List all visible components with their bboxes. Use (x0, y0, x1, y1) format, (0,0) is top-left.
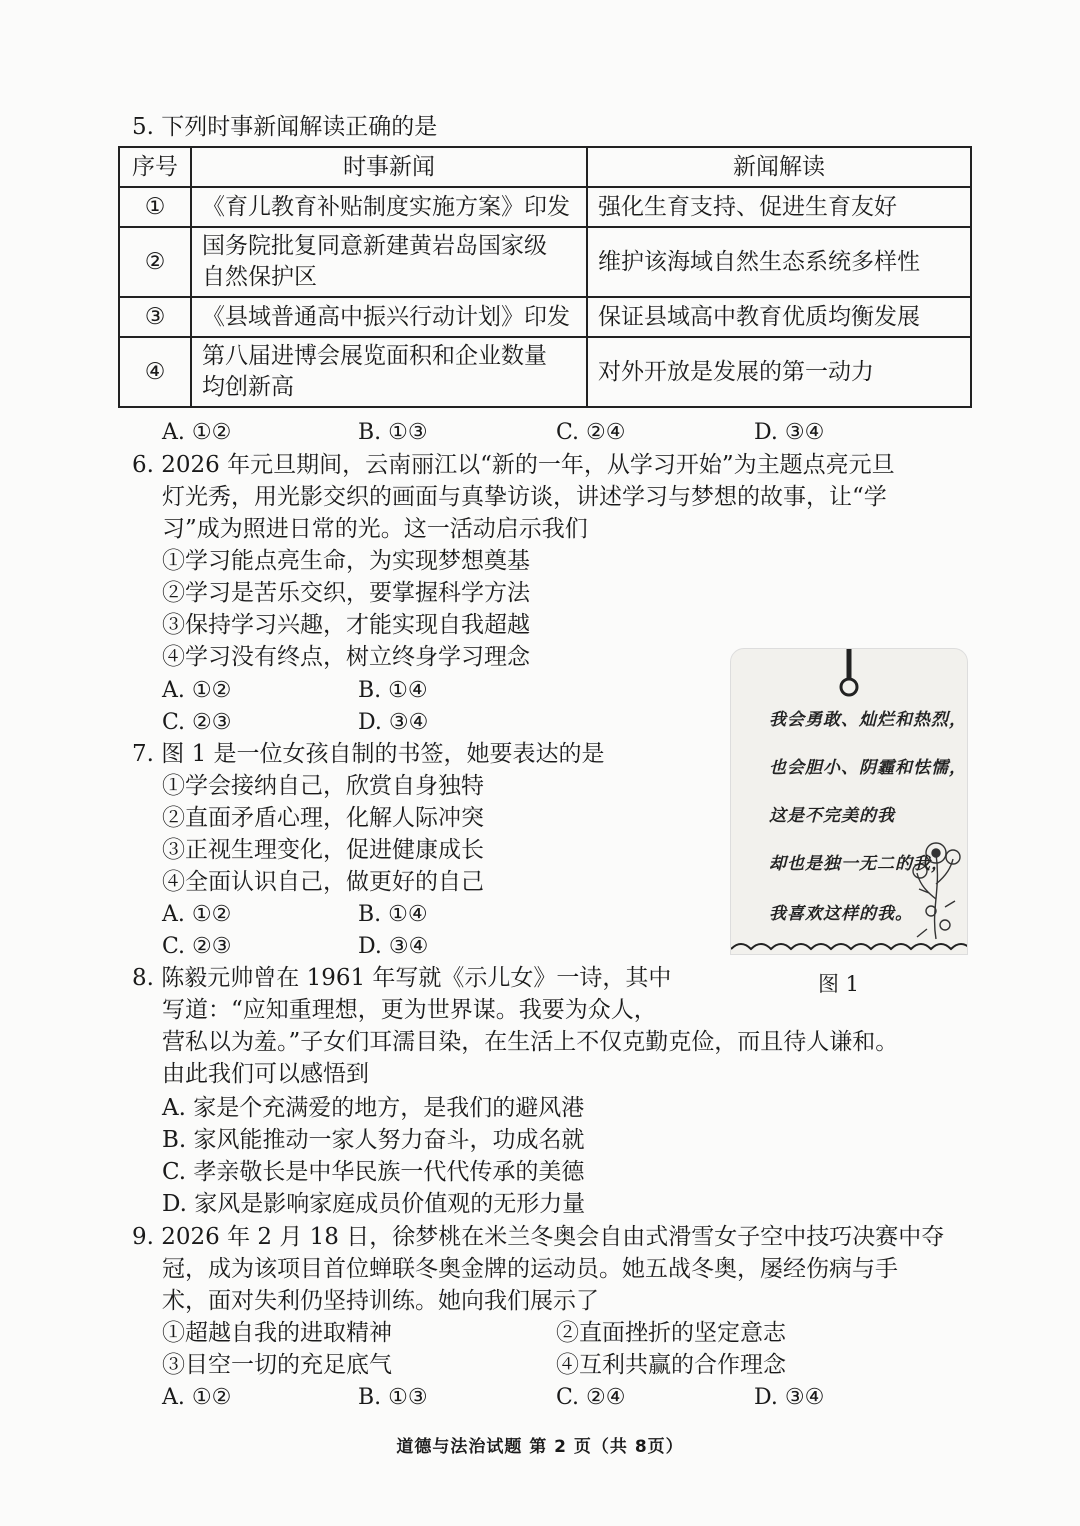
q6-stem-line: 习”成为照进日常的光。这一活动启示我们 (162, 516, 588, 542)
table-header-row (119, 147, 971, 187)
row-news-line: 自然保护区 (202, 264, 317, 290)
q8-stem-line: 8. 陈毅元帅曾在 1961 年写就《示儿女》一诗，其中 (132, 965, 672, 991)
q6-stem-line: 灯光秀，用光影交织的画面与真挚访谈，讲述学习与梦想的故事，让“学 (162, 484, 887, 510)
q6-item: ④学习没有终点，树立终身学习理念 (162, 644, 530, 670)
row-reading: 维护该海域自然生态系统多样性 (587, 227, 971, 297)
figure-caption: 图 1 (818, 972, 860, 996)
q6-option-b: B. ①④ (358, 678, 428, 703)
row-num: ③ (119, 297, 191, 337)
row-reading: 对外开放是发展的第一动力 (587, 337, 971, 407)
q9-stem-line: 9. 2026 年 2 月 18 日，徐梦桃在米兰冬奥会自由式滑雪女子空中技巧决赛中夺 (132, 1224, 945, 1250)
q7-stem: 7. 图 1 是一位女孩自制的书签，她要表达的是 (132, 741, 605, 767)
row-news-line: 均创新高 (202, 374, 294, 400)
bookmark-line: 我喜欢这样的我。 (769, 904, 913, 924)
page-footer: 道德与法治试题 第 2 页（共 8页） (396, 1437, 684, 1457)
row-news: 《育儿教育补贴制度实施方案》印发 (191, 187, 587, 227)
row-num: ④ (119, 337, 191, 407)
header-num: 序号 (119, 147, 191, 187)
table-row (119, 337, 971, 407)
q5-option-b: B. ①③ (358, 420, 428, 445)
q7-option-a: A. ①② (162, 902, 232, 927)
q7-item: ②直面矛盾心理，化解人际冲突 (162, 805, 484, 831)
q6-item: ③保持学习兴趣，才能实现自我超越 (162, 612, 530, 638)
row-num: ② (119, 227, 191, 297)
q9-item: ②直面挫折的坚定意志 (556, 1320, 786, 1346)
q5-option-c: C. ②④ (556, 420, 626, 445)
q8-option-d: D. 家风是影响家庭成员价值观的无形力量 (162, 1191, 586, 1217)
q6-option-d: D. ③④ (358, 710, 429, 735)
q7-item: ③正视生理变化，促进健康成长 (162, 837, 484, 863)
bookmark-wavy-edge (731, 944, 967, 949)
header-news: 时事新闻 (191, 147, 587, 187)
q8-option-b: B. 家风能推动一家人努力奋斗，功成名就 (162, 1127, 585, 1153)
bookmark-line: 我会勇敢、灿烂和热烈， (769, 710, 967, 730)
q7-option-c: C. ②③ (162, 934, 232, 959)
q7-item: ④全面认识自己，做更好的自己 (162, 869, 484, 895)
q8-option-c: C. 孝亲敬长是中华民族一代代传承的美德 (162, 1159, 585, 1185)
q9-stem-line: 冠，成为该项目首位蝉联冬奥金牌的运动员。她五战冬奥，屡经伤病与手 (162, 1256, 898, 1282)
row-news (191, 227, 587, 297)
row-news-line: 第八届进博会展览面积和企业数量 (202, 343, 547, 369)
q9-option-a: A. ①② (162, 1385, 232, 1410)
q8-stem-line: 由此我们可以感悟到 (162, 1061, 369, 1087)
q9-option-d: D. ③④ (754, 1385, 825, 1410)
header-reading: 新闻解读 (587, 147, 971, 187)
q5-option-d: D. ③④ (754, 420, 825, 445)
row-news (191, 337, 587, 407)
bookmark-line: 也会胆小、阴霾和怯懦， (769, 758, 967, 778)
q5-stem: 5. 下列时事新闻解读正确的是 (132, 114, 438, 140)
q9-option-b: B. ①③ (358, 1385, 428, 1410)
bookmark-ring (841, 679, 857, 695)
table-row (119, 187, 971, 227)
row-reading: 强化生育支持、促进生育友好 (587, 187, 971, 227)
q6-item: ①学习能点亮生命，为实现梦想奠基 (162, 548, 530, 574)
table-row (119, 227, 971, 297)
row-num: ① (119, 187, 191, 227)
q9-option-c: C. ②④ (556, 1385, 626, 1410)
table-row (119, 297, 971, 337)
q9-item: ④互利共赢的合作理念 (556, 1352, 786, 1378)
bookmark-line: 这是不完美的我 (769, 806, 895, 826)
q6-option-a: A. ①② (162, 678, 232, 703)
q8-stem-line: 营私以为羞。”子女们耳濡目染，在生活上不仅克勤克俭，而且待人谦和。 (162, 1029, 899, 1055)
news-table (118, 146, 972, 408)
q6-stem-line: 6. 2026 年元旦期间，云南丽江以“新的一年，从学习开始”为主题点亮元旦 (132, 452, 895, 478)
q8-option-a: A. 家是个充满爱的地方，是我们的避风港 (162, 1095, 585, 1121)
q9-stem-line: 术，面对失利仍坚持训练。她向我们展示了 (162, 1288, 599, 1314)
row-reading: 保证县域高中教育优质均衡发展 (587, 297, 971, 337)
q5-option-a: A. ①② (162, 420, 232, 445)
bookmark-figure (730, 648, 968, 955)
q9-item: ③目空一切的充足底气 (162, 1352, 392, 1378)
q6-item: ②学习是苦乐交织，要掌握科学方法 (162, 580, 530, 606)
row-news-line: 国务院批复同意新建黄岩岛国家级 (202, 233, 547, 259)
bookmark-line: 却也是独一无二的我， (769, 854, 949, 874)
q9-item: ①超越自我的进取精神 (162, 1320, 392, 1346)
q8-stem-line: 写道：“应知重理想，更为世界谋。我要为众人， (162, 997, 657, 1023)
q6-option-c: C. ②③ (162, 710, 232, 735)
row-news: 《县域普通高中振兴行动计划》印发 (191, 297, 587, 337)
q7-option-d: D. ③④ (358, 934, 429, 959)
q7-item: ①学会接纳自己，欣赏自身独特 (162, 773, 484, 799)
q7-option-b: B. ①④ (358, 902, 428, 927)
